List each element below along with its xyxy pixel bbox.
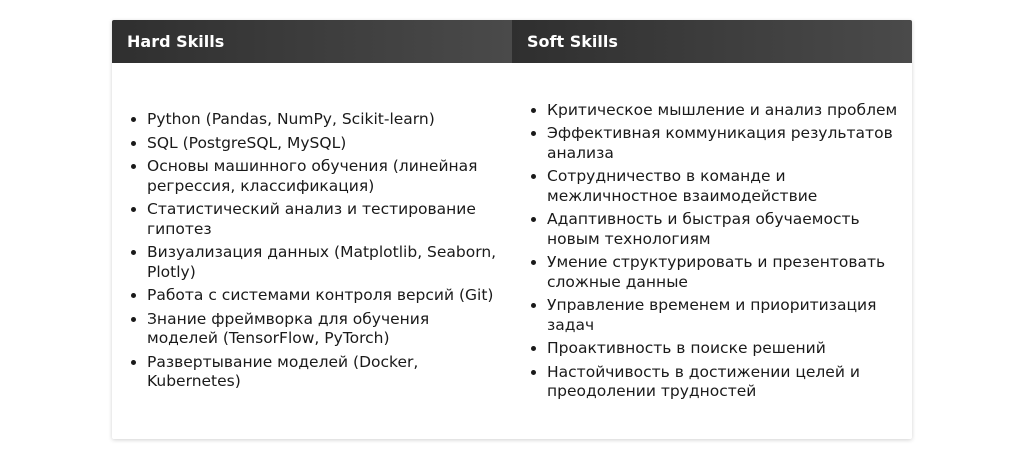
list-item: • Проактивность в поиске решений xyxy=(547,339,898,359)
list-item: • Основы машинного обучения (линейная регрессия, классификация) xyxy=(147,157,498,196)
list-item: • SQL (PostgreSQL, MySQL) xyxy=(147,134,498,154)
list-item: • Развертывание моделей (Docker, Kubernetes) xyxy=(147,353,498,392)
list-item: • Сотрудничество в команде и межличностное взаимодействие xyxy=(547,167,898,206)
hard-skills-header: Hard Skills xyxy=(112,20,512,63)
list-item: • Настойчивость в достижении целей и преодолении трудностей xyxy=(547,363,898,402)
list-item: • Работа с системами контроля версий (Git) xyxy=(147,286,498,306)
table-body-row xyxy=(112,63,912,439)
list-item: • Критическое мышление и анализ проблем xyxy=(547,101,898,121)
hard-skills-cell xyxy=(112,63,512,439)
list-item: • Знание фреймворка для обучения моделей (TensorFlow, PyTorch) xyxy=(147,310,498,349)
list-item: • Умение структурировать и презентовать сложные данные xyxy=(547,253,898,292)
soft-skills-list xyxy=(527,101,898,402)
list-item: • Адаптивность и быстрая обучаемость новым технологиям xyxy=(547,210,898,249)
soft-skills-cell xyxy=(512,63,912,439)
list-item: • Эффективная коммуникация результатов анализа xyxy=(547,124,898,163)
list-item: • Python (Pandas, NumPy, Scikit-learn) xyxy=(147,110,498,130)
hard-skills-list xyxy=(127,110,498,392)
list-item: • Визуализация данных (Matplotlib, Seaborn, Plotly) xyxy=(147,243,498,282)
table-header-row xyxy=(112,20,912,63)
skills-table xyxy=(112,20,912,439)
soft-skills-header: Soft Skills xyxy=(512,20,912,63)
list-item: • Статистический анализ и тестирование гипотез xyxy=(147,200,498,239)
list-item: • Управление временем и приоритизация задач xyxy=(547,296,898,335)
